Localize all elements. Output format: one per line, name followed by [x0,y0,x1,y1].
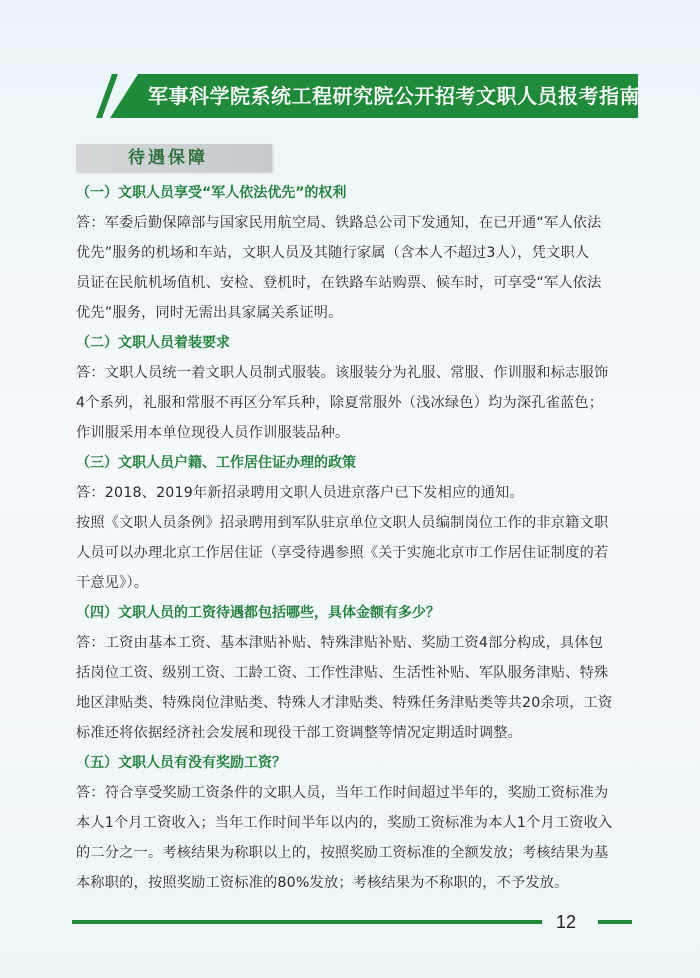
answer-1-line: 优先”服务，同时无需出具家属关系证明。 [76,305,343,321]
answer-4-line: 答：工资由基本工资、基本津贴补贴、特殊津贴补贴、奖励工资4部分构成，具体包 [76,635,604,651]
section-title: 待遇保障 [128,148,208,168]
answer-1-line: 答：军委后勤保障部与国家民用航空局、铁路总公司下发通知，在已开通“军人依法 [76,215,602,231]
answer-4-line: 括岗位工资、级别工资、工龄工资、工作性津贴、生活性补贴、军队服务津贴、特殊 [76,665,609,681]
answer-3-line: 答：2018、2019年新招录聘用文职人员进京落户已下发相应的通知。 [76,485,524,501]
answer-5-line: 本称职的，按照奖励工资标准的80%发放；考核结果为不称职的，不予发放。 [76,875,569,891]
answer-2-line: 答：文职人员统一着文职人员制式服装。该服装分为礼服、常服、作训服和标志服饰 [76,365,609,381]
question-4: （四）文职人员的工资待遇都包括哪些，具体金额有多少？ [76,605,440,621]
answer-3-line: 人员可以办理北京工作居住证（享受待遇参照《关于实施北京市工作居住证制度的若 [76,545,609,561]
question-1: （一）文职人员享受“军人依法优先”的权利 [76,185,347,201]
question-2: （二）文职人员着装要求 [76,335,230,351]
answer-3-line: 按照《文职人员条例》招录聘用到军队驻京单位文职人员编制岗位工作的非京籍文职 [76,515,609,531]
answer-2-line: 作训服采用本单位现役人员作训服装品种。 [76,425,350,441]
answer-1-line: 员证在民航机场值机、安检、登机时，在铁路车站购票、候车时，可享受“军人依法 [76,275,602,291]
question-5: （五）文职人员有没有奖励工资？ [76,755,286,771]
answer-4-line: 标准还将依据经济社会发展和现役干部工资调整等情况定期适时调整。 [76,725,523,741]
answer-5-line: 答：符合享受奖励工资条件的文职人员，当年工作时间超过半年的，奖励工资标准为 [76,785,609,801]
document-title: 军事科学院系统工程研究院公开招考文职人员报考指南 [148,84,640,108]
question-3: （三）文职人员户籍、工作居住证办理的政策 [76,455,356,471]
answer-3-line: 干意见》）。 [76,575,149,591]
qa-content [76,178,636,898]
answer-1-line: 优先”服务的机场和车站，文职人员及其随行家属（含本人不超过3人），凭文职人 [76,245,590,261]
answer-5-line: 的二分之一。考核结果为称职以上的，按照奖励工资标准的全额发放；考核结果为基 [76,845,609,861]
page-number: 12 [556,912,577,932]
answer-5-line: 本人1个月工资收入；当年工作时间半年以内的，奖励工资标准为本人1个月工资收入 [76,815,613,831]
footer-rule-left [72,920,542,924]
answer-2-line: 4个系列，礼服和常服不再区分军兵种，除夏常服外（浅冰绿色）均为深孔雀蓝色； [76,395,604,411]
answer-4-line: 地区津贴类、特殊岗位津贴类、特殊人才津贴类、特殊任务津贴类等共20余项，工资 [76,695,613,711]
footer-rule-right [598,920,632,924]
